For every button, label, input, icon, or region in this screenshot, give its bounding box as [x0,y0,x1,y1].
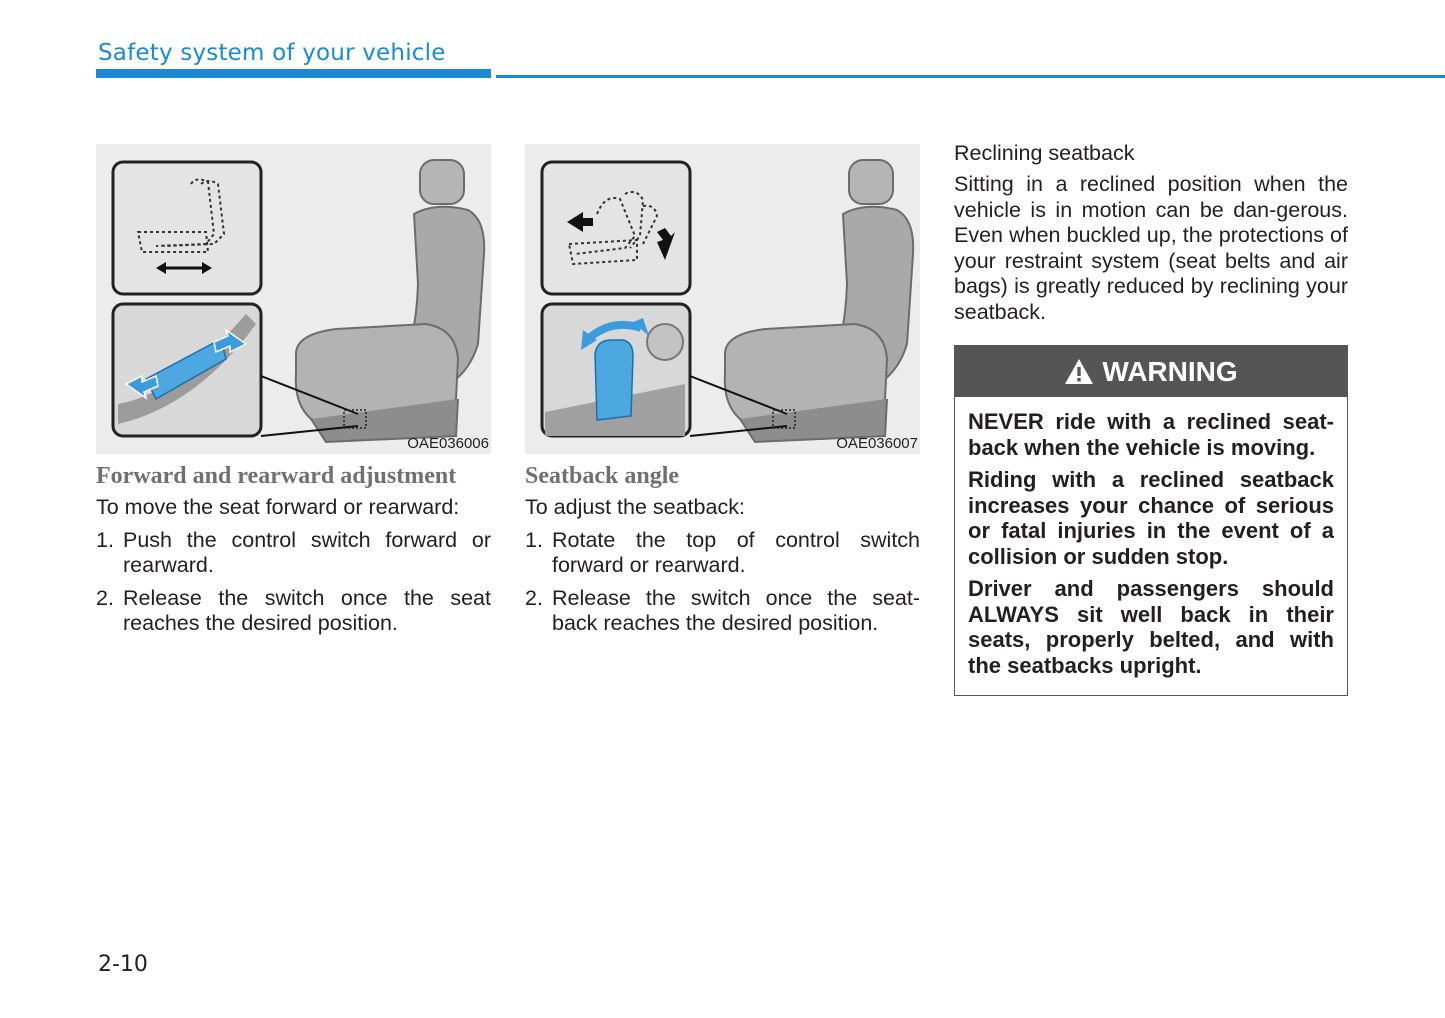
seatback-angle-section [525,460,920,644]
step-list [525,528,920,637]
step-text: Rotate the top of control switch forward or rearward. [552,527,920,577]
section-intro: To move the seat forward or rearward: [96,495,460,519]
figure-code: OAE036006 [407,435,489,452]
section-title: Reclining seatback [954,141,1135,165]
warning-paragraph: Driver and passengers should ALWAYS sit well back in their seats, properly belted, and with the seatbacks upright. [968,576,1334,678]
warning-body [955,397,1347,678]
step-number: 2. [96,585,114,610]
forward-rearward-section [96,460,491,644]
step-number: 1. [525,527,543,552]
warning-box [954,345,1348,696]
section-header-title: Safety system of your vehicle [98,40,446,66]
list-item [525,528,920,579]
warning-triangle-icon [1064,358,1094,385]
section-title: Forward and rearward adjustment [96,463,457,489]
step-text: Release the switch once the seat-back reaches the desired position. [552,585,920,635]
step-list [96,528,491,637]
figure-forward-rearward [96,144,491,454]
list-item [525,586,920,637]
figure-seatback-angle [525,144,920,454]
warning-label: WARNING [1102,355,1238,387]
step-text: Release the switch once the seat reaches the desired position. [123,585,491,635]
section-intro: To adjust the seatback: [525,495,745,519]
reclining-section [954,140,1348,325]
section-text: Sitting in a reclined position when the vehicle is in motion can be dan-gerous. Even when buckled up, the protections of your restraint system (seat belts and air bags) is greatly reduced by reclining your seatback. [954,172,1348,324]
list-item [96,528,491,579]
page-number: 2-10 [98,952,148,977]
warning-paragraph: Riding with a reclined seatback increases your chance of serious or fatal injuries in the event of a collision or sudden stop. [968,467,1334,569]
seatback-angle-illustration [525,144,920,454]
section-title: Seatback angle [525,463,680,489]
seat-forward-illustration [96,144,491,454]
step-text: Push the control switch forward or rearward. [123,527,491,577]
warning-paragraph: NEVER ride with a reclined seat-back when the vehicle is moving. [968,409,1334,460]
header-rule-thin [496,75,1445,78]
step-number: 2. [525,585,543,610]
step-number: 1. [96,527,114,552]
figure-code: OAE036007 [836,435,918,452]
list-item [96,586,491,637]
header-rule-thick [96,69,491,78]
warning-header [955,346,1347,397]
